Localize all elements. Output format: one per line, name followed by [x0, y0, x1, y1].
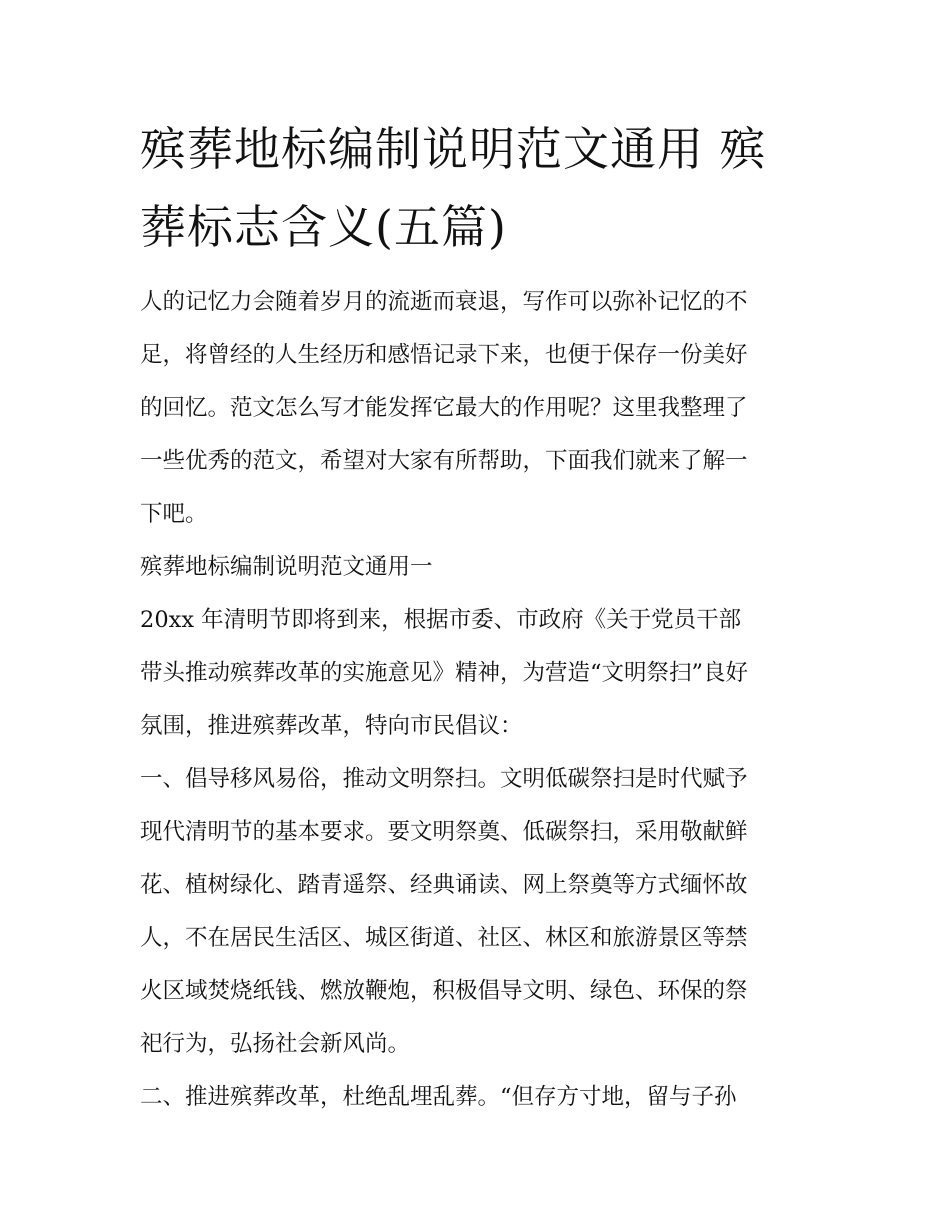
intro-paragraph: 人的记忆力会随着岁月的流逝而衰退，写作可以弥补记忆的不 足，将曾经的人生经历和感悟记录下来，也便于保存一份美好 的回忆。范文怎么写才能发挥它最大的作用呢？这里我整理了 一些优秀的范文，希望对大家有所帮助，下面我们就来了解一 下吧。 — [140, 289, 748, 527]
document-content — [140, 110, 812, 1124]
body-paragraph: 二、推进殡葬改革，杜绝乱埋乱葬。“但存方寸地，留与子孙 — [140, 1084, 737, 1110]
body-paragraph: 一、倡导移风易俗，推动文明祭扫。文明低碳祭扫是时代赋予 现代清明节的基本要求。要文明祭奠、低碳祭扫，采用敬献鲜 花、植树绿化、踏青遥祭、经典诵读、网上祭奠等方式缅怀故 人，不在居民生活区、城区街道、社区、林区和旅游景区等禁 火区域焚烧纸钱、燃放鞭炮，积极倡导文明、绿色、环保的祭 祀行为，弘扬社会新风尚。 — [140, 766, 748, 1057]
document-title: 殡葬地标编制说明范文通用 殡 葬标志含义(五篇) — [140, 122, 767, 254]
document-body — [140, 276, 812, 1124]
section-heading: 殡葬地标编制说明范文通用一 — [140, 554, 433, 580]
body-paragraph: 20xx 年清明节即将到来，根据市委、市政府《关于党员干部 带头推动殡葬改革的实施意见》精神，为营造“文明祭扫”良好 氛围，推进殡葬改革，特向市民倡议： — [140, 607, 749, 739]
